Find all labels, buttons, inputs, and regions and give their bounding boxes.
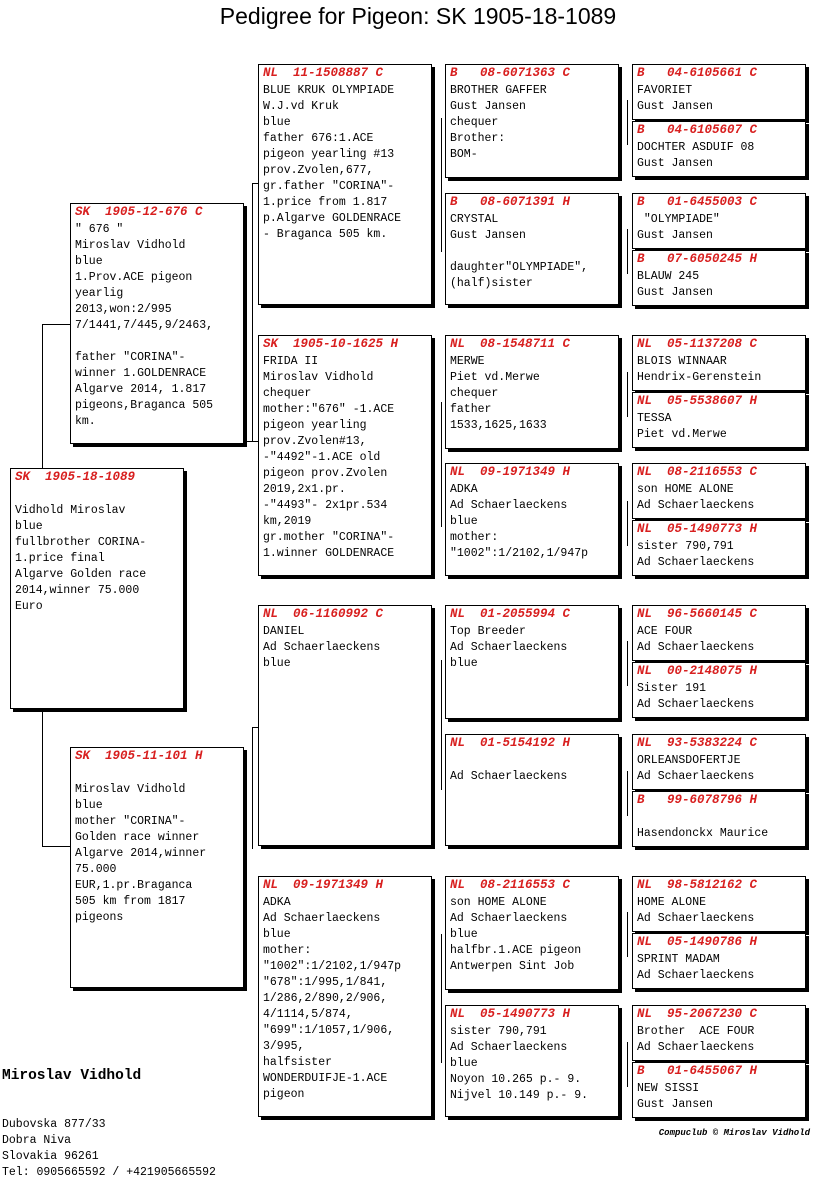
address-line: Slovakia 96261 xyxy=(2,1150,99,1163)
detail-line: prov.Zvolen,677, xyxy=(263,164,374,177)
breeder-address xyxy=(2,1117,216,1181)
detail-line: Gust Jansen xyxy=(637,285,713,299)
detail-line: 1.Prov.ACE pigeon xyxy=(75,271,193,284)
detail-line: km. xyxy=(75,415,96,428)
detail-line: Brother ACE FOUR xyxy=(637,1025,755,1038)
detail-line: NEW SISSI xyxy=(637,1082,700,1095)
pigeon-card-dam-sire[interactable] xyxy=(258,605,432,846)
connector-line xyxy=(627,641,628,686)
detail-line: gr.father "CORINA"- xyxy=(263,180,395,193)
connector-line xyxy=(42,846,70,847)
detail-line: blue xyxy=(263,116,291,129)
detail-line: 1/286,2/890,2/906, xyxy=(263,992,388,1005)
detail-line: EUR,1.pr.Braganca xyxy=(75,879,193,892)
pigeon-card-g5[interactable] xyxy=(632,335,806,391)
detail-line: pigeon yearling xyxy=(263,419,367,432)
detail-line: W.J.vd Kruk xyxy=(263,100,339,113)
pigeon-details xyxy=(637,753,803,784)
detail-line: 1.price final xyxy=(15,552,105,565)
pigeon-card-dam-dam[interactable] xyxy=(258,876,432,1117)
ring-number: NL 01-2055994 C xyxy=(450,607,571,621)
detail-line: blue xyxy=(450,928,478,941)
ring-number: B 04-6105607 C xyxy=(637,123,758,137)
detail-line: Ad Schaerlaeckens xyxy=(450,1041,568,1054)
ring-number: B 04-6105661 C xyxy=(637,66,758,80)
detail-line: 1533,1625,1633 xyxy=(450,419,547,432)
detail-line: pigeon prov.Zvolen xyxy=(263,467,388,480)
detail-line: DANIEL xyxy=(263,625,305,638)
pigeon-card-g1[interactable] xyxy=(632,64,806,120)
detail-line: Sister 191 xyxy=(637,682,707,695)
ring-number: NL 08-2116553 C xyxy=(637,465,758,479)
detail-line: Ad Schaerlaeckens xyxy=(450,912,568,925)
detail-line: Miroslav Vidhold xyxy=(75,783,186,796)
detail-line: Ad Schaerlaeckens xyxy=(637,1040,755,1054)
pigeon-card-g11[interactable] xyxy=(632,734,806,790)
detail-line: fullbrother CORINA- xyxy=(15,536,147,549)
detail-line: blue xyxy=(263,928,291,941)
detail-line: 7/1441,7/445,9/2463, xyxy=(75,319,214,332)
pigeon-details xyxy=(637,1081,803,1112)
detail-line: Ad Schaerlaeckens xyxy=(450,641,568,654)
connector-line xyxy=(42,324,43,468)
pigeon-card-dss[interactable] xyxy=(445,605,619,719)
detail-line: blue xyxy=(450,657,478,670)
detail-line: pigeon xyxy=(263,1088,305,1101)
pigeon-card-dds[interactable] xyxy=(445,876,619,990)
pigeon-details xyxy=(637,354,803,385)
detail-line: BLAUW 245 xyxy=(637,270,700,283)
connector-line xyxy=(441,118,442,252)
detail-line: 505 km from 1817 xyxy=(75,895,186,908)
pigeon-details xyxy=(263,895,429,1103)
detail-line: pigeon yearling #13 xyxy=(263,148,395,161)
detail-line: daughter"OLYMPIADE", xyxy=(450,261,589,274)
detail-line: Ad Schaerlaeckens xyxy=(637,640,755,654)
connector-line xyxy=(627,912,628,957)
ring-number: NL 05-1137208 C xyxy=(637,337,758,351)
detail-line: Algarve 2014, 1.817 xyxy=(75,383,207,396)
detail-line: "699":1/1057,1/906, xyxy=(263,1024,395,1037)
ring-number: NL 09-1971349 H xyxy=(263,878,384,892)
connector-line xyxy=(42,324,70,325)
pigeon-details xyxy=(450,1024,616,1104)
detail-line: 75.000 xyxy=(75,863,117,876)
pigeon-details xyxy=(263,624,429,672)
breeder-info xyxy=(2,1035,216,1197)
detail-line: 2019,2x1.pr. xyxy=(263,483,346,496)
detail-line: Gust Jansen xyxy=(637,228,713,242)
ring-number: NL 93-5383224 C xyxy=(637,736,758,750)
ring-number: NL 05-1490786 H xyxy=(637,935,758,949)
detail-line: father xyxy=(450,403,492,416)
detail-line: halfbr.1.ACE pigeon xyxy=(450,944,582,957)
detail-line: son HOME ALONE xyxy=(637,483,734,496)
detail-line: Piet vd.Merwe xyxy=(450,371,540,384)
detail-line: "1002":1/2102,1/947p xyxy=(450,547,589,560)
pigeon-card-g12[interactable] xyxy=(632,791,806,847)
pigeon-details xyxy=(637,1024,803,1055)
detail-line xyxy=(15,487,181,503)
detail-line: 2014,winner 75.000 xyxy=(15,584,140,597)
connector-line xyxy=(252,727,253,848)
pigeon-card-g7[interactable] xyxy=(632,463,806,519)
ring-number: NL 05-1490773 H xyxy=(450,1007,571,1021)
pigeon-details xyxy=(15,487,181,615)
pigeon-details xyxy=(75,222,241,430)
connector-line xyxy=(441,402,442,527)
detail-line: pigeons,Braganca 505 xyxy=(75,399,214,412)
detail-line: mother: xyxy=(263,944,312,957)
detail-line: HOME ALONE xyxy=(637,896,707,909)
pigeon-details xyxy=(75,766,241,926)
pigeon-details xyxy=(450,895,616,975)
pigeon-card-g3[interactable] xyxy=(632,193,806,249)
detail-line: blue xyxy=(450,1057,478,1070)
detail-line: blue xyxy=(263,657,291,670)
pigeon-card-g2[interactable] xyxy=(632,121,806,177)
ring-number: NL 05-5538607 H xyxy=(637,394,758,408)
detail-line: Ad Schaerlaeckens xyxy=(637,968,755,982)
detail-line: father 676:1.ACE xyxy=(263,132,374,145)
pigeon-details xyxy=(637,269,803,300)
pigeon-card-subject[interactable] xyxy=(10,468,184,709)
detail-line: 1.winner GOLDENRACE xyxy=(263,547,395,560)
ring-number: NL 08-1548711 C xyxy=(450,337,571,351)
detail-line: FRIDA II xyxy=(263,355,319,368)
detail-line: winner 1.GOLDENRACE xyxy=(75,367,207,380)
detail-line: sister 790,791 xyxy=(450,1025,547,1038)
detail-line: km,2019 xyxy=(263,515,312,528)
ring-number: NL 96-5660145 C xyxy=(637,607,758,621)
detail-line: Ad Schaerlaeckens xyxy=(263,641,381,654)
ring-number: NL 98-5812162 C xyxy=(637,878,758,892)
ring-number: B 07-6050245 H xyxy=(637,252,758,266)
pigeon-details xyxy=(637,810,803,841)
pigeon-card-sire-sire[interactable] xyxy=(258,64,432,305)
ring-number: B 01-6455003 C xyxy=(637,195,758,209)
detail-line: ADKA xyxy=(450,483,478,496)
detail-line xyxy=(450,753,616,769)
ring-number: B 08-6071391 H xyxy=(450,195,571,209)
pigeon-details xyxy=(637,624,803,655)
detail-line: blue xyxy=(15,520,43,533)
detail-line: -"4493"- 2x1pr.534 xyxy=(263,499,388,512)
detail-line: "678":1/995,1/841, xyxy=(263,976,388,989)
detail-line: "1002":1/2102,1/947p xyxy=(263,960,402,973)
connector-line xyxy=(627,372,628,417)
pigeon-details xyxy=(450,83,616,163)
pigeon-card-g15[interactable] xyxy=(632,1005,806,1061)
ring-number: SK 1905-10-1625 H xyxy=(263,337,399,351)
pigeon-details xyxy=(450,354,616,434)
ring-number: NL 00-2148075 H xyxy=(637,664,758,678)
detail-line: BOM- xyxy=(450,148,478,161)
address-line: Dubovska 877/33 xyxy=(2,1118,106,1131)
detail-line: Ad Schaerlaeckens xyxy=(637,769,755,783)
detail-line: Piet vd.Merwe xyxy=(637,427,727,441)
connector-line xyxy=(627,501,628,546)
connector-line xyxy=(441,934,442,1063)
detail-line: CRYSTAL xyxy=(450,213,499,226)
detail-line: Top Breeder xyxy=(450,625,526,638)
ring-number: SK 1905-11-101 H xyxy=(75,749,203,763)
detail-line: Nijvel 10.149 p.- 9. xyxy=(450,1089,589,1102)
pigeon-card-sss[interactable] xyxy=(445,64,619,178)
detail-line: Ad Schaerlaeckens xyxy=(263,912,381,925)
detail-line: chequer xyxy=(263,387,312,400)
pigeon-card-ssd[interactable] xyxy=(445,193,619,305)
detail-line: Noyon 10.265 p.- 9. xyxy=(450,1073,582,1086)
detail-line: blue xyxy=(75,255,103,268)
detail-line: son HOME ALONE xyxy=(450,896,547,909)
ring-number: B 99-6078796 H xyxy=(637,793,758,807)
detail-line: Miroslav Vidhold xyxy=(75,239,186,252)
pigeon-details xyxy=(450,212,616,292)
detail-line: halfsister xyxy=(263,1056,333,1069)
pigeon-card-g13[interactable] xyxy=(632,876,806,932)
detail-line: blue xyxy=(75,799,103,812)
detail-line: " 676 " xyxy=(75,223,124,236)
detail-line: BROTHER GAFFER xyxy=(450,84,547,97)
detail-line: chequer xyxy=(450,116,499,129)
detail-line: - Braganca 505 km. xyxy=(263,228,388,241)
detail-line: Brother: xyxy=(450,132,506,145)
pigeon-details xyxy=(637,952,803,983)
ring-number: NL 11-1508887 C xyxy=(263,66,384,80)
detail-line: Hendrix-Gerenstein xyxy=(637,370,762,384)
detail-line: Gust Jansen xyxy=(450,229,526,242)
detail-line: father "CORINA"- xyxy=(75,351,186,364)
detail-line: 1.price from 1.817 xyxy=(263,196,388,209)
detail-line: 2013,won:2/995 xyxy=(75,303,172,316)
detail-line: Gust Jansen xyxy=(637,1097,713,1111)
detail-line: (half)sister xyxy=(450,277,533,290)
detail-line: 3/995, xyxy=(263,1040,305,1053)
ring-number: NL 09-1971349 H xyxy=(450,465,571,479)
pigeon-details xyxy=(637,482,803,513)
detail-line: WONDERDUIFJE-1.ACE xyxy=(263,1072,388,1085)
detail-line xyxy=(75,334,241,350)
ring-number: NL 05-1490773 H xyxy=(637,522,758,536)
detail-line: Ad Schaerlaeckens xyxy=(450,770,568,783)
ring-number: NL 95-2067230 C xyxy=(637,1007,758,1021)
detail-line: Miroslav Vidhold xyxy=(263,371,374,384)
pigeon-details xyxy=(637,140,803,171)
detail-line: BLUE KRUK OLYMPIADE xyxy=(263,84,395,97)
page-title: Pedigree for Pigeon: SK 1905-18-1089 xyxy=(219,3,617,29)
detail-line: Euro xyxy=(15,600,43,613)
detail-line: ADKA xyxy=(263,896,291,909)
detail-line: blue xyxy=(450,515,478,528)
pigeon-details xyxy=(263,354,429,562)
connector-line xyxy=(627,100,628,145)
detail-line: Gust Jansen xyxy=(450,100,526,113)
ring-number: B 08-6071363 C xyxy=(450,66,571,80)
detail-line: Ad Schaerlaeckens xyxy=(637,911,755,925)
detail-line: "OLYMPIADE" xyxy=(637,213,720,226)
pigeon-details xyxy=(450,482,616,562)
connector-line xyxy=(244,441,258,442)
pigeon-details xyxy=(450,624,616,672)
detail-line: pigeons xyxy=(75,911,124,924)
ring-number: SK 1905-18-1089 xyxy=(15,470,136,484)
connector-line xyxy=(627,771,628,816)
detail-line: mother "CORINA"- xyxy=(75,815,186,828)
pigeon-details xyxy=(637,212,803,243)
detail-line: Golden race winner xyxy=(75,831,200,844)
pigeon-details xyxy=(637,895,803,926)
pigeon-card-g14[interactable] xyxy=(632,933,806,989)
detail-line xyxy=(450,244,616,260)
detail-line: Gust Jansen xyxy=(637,99,713,113)
connector-line xyxy=(252,183,253,441)
detail-line: Ad Schaerlaeckens xyxy=(450,499,568,512)
detail-line: sister 790,791 xyxy=(637,540,734,553)
pigeon-details xyxy=(263,83,429,243)
pigeon-card-sire-dam[interactable] xyxy=(258,335,432,576)
detail-line: Ad Schaerlaeckens xyxy=(637,697,755,711)
ring-number: B 01-6455067 H xyxy=(637,1064,758,1078)
detail-line: Algarve 2014,winner xyxy=(75,847,207,860)
ring-number: NL 08-2116553 C xyxy=(450,878,571,892)
pigeon-card-dsd[interactable] xyxy=(445,734,619,846)
detail-line: Antwerpen Sint Job xyxy=(450,960,575,973)
detail-line: TESSA xyxy=(637,412,672,425)
address-line: Tel: 0905665592 / +421905665592 xyxy=(2,1166,216,1179)
pigeon-details xyxy=(637,411,803,442)
connector-line xyxy=(252,848,253,849)
detail-line: Hasendonckx Maurice xyxy=(637,826,769,840)
detail-line: ORLEANSDOFERTJE xyxy=(637,754,741,767)
detail-line: 4/1114,5/874, xyxy=(263,1008,353,1021)
pigeon-card-sds[interactable] xyxy=(445,335,619,449)
detail-line: prov.Zvolen#13, xyxy=(263,435,367,448)
detail-line: MERWE xyxy=(450,355,485,368)
pigeon-details xyxy=(450,753,616,785)
ring-number: NL 06-1160992 C xyxy=(263,607,384,621)
pigeon-card-g6[interactable] xyxy=(632,392,806,448)
detail-line: chequer xyxy=(450,387,499,400)
detail-line: mother: xyxy=(450,531,499,544)
connector-line xyxy=(627,1042,628,1087)
pigeon-card-g9[interactable] xyxy=(632,605,806,661)
pigeon-card-g4[interactable] xyxy=(632,250,806,306)
pigeon-card-ddd[interactable] xyxy=(445,1005,619,1117)
detail-line: Vidhold Miroslav xyxy=(15,504,126,517)
detail-line: SPRINT MADAM xyxy=(637,953,720,966)
detail-line: Ad Schaerlaeckens xyxy=(637,498,755,512)
pigeon-card-g10[interactable] xyxy=(632,662,806,718)
breeder-name: Miroslav Vidhold xyxy=(2,1068,142,1084)
pigeon-card-sdd[interactable] xyxy=(445,463,619,576)
detail-line: BLOIS WINNAAR xyxy=(637,355,727,368)
detail-line: p.Algarve GOLDENRACE xyxy=(263,212,402,225)
detail-line xyxy=(637,810,803,826)
detail-line: DOCHTER ASDUIF 08 xyxy=(637,141,755,154)
pigeon-card-g16[interactable] xyxy=(632,1062,806,1118)
pigeon-card-sire[interactable] xyxy=(70,203,244,444)
detail-line: Gust Jansen xyxy=(637,156,713,170)
pigeon-details xyxy=(637,83,803,114)
ring-number: NL 01-5154192 H xyxy=(450,736,571,750)
pigeon-card-g8[interactable] xyxy=(632,520,806,576)
detail-line: Ad Schaerlaeckens xyxy=(637,555,755,569)
detail-line: FAVORIET xyxy=(637,84,693,97)
connector-line xyxy=(627,229,628,274)
detail-line xyxy=(75,766,241,782)
address-line: Dobra Niva xyxy=(2,1134,72,1147)
connector-line xyxy=(441,660,442,790)
ring-number: SK 1905-12-676 C xyxy=(75,205,203,219)
copyright-footer: Compuclub © Miroslav Vidhold xyxy=(658,1128,810,1138)
detail-line: -"4492"-1.ACE old xyxy=(263,451,381,464)
pigeon-details xyxy=(637,539,803,570)
detail-line: mother:"676" -1.ACE xyxy=(263,403,395,416)
detail-line: ACE FOUR xyxy=(637,625,693,638)
connector-line xyxy=(42,709,43,846)
detail-line: gr.mother "CORINA"- xyxy=(263,531,395,544)
pigeon-details xyxy=(637,681,803,712)
detail-line: yearlig xyxy=(75,287,124,300)
pigeon-card-dam[interactable] xyxy=(70,747,244,988)
detail-line: Algarve Golden race xyxy=(15,568,147,581)
